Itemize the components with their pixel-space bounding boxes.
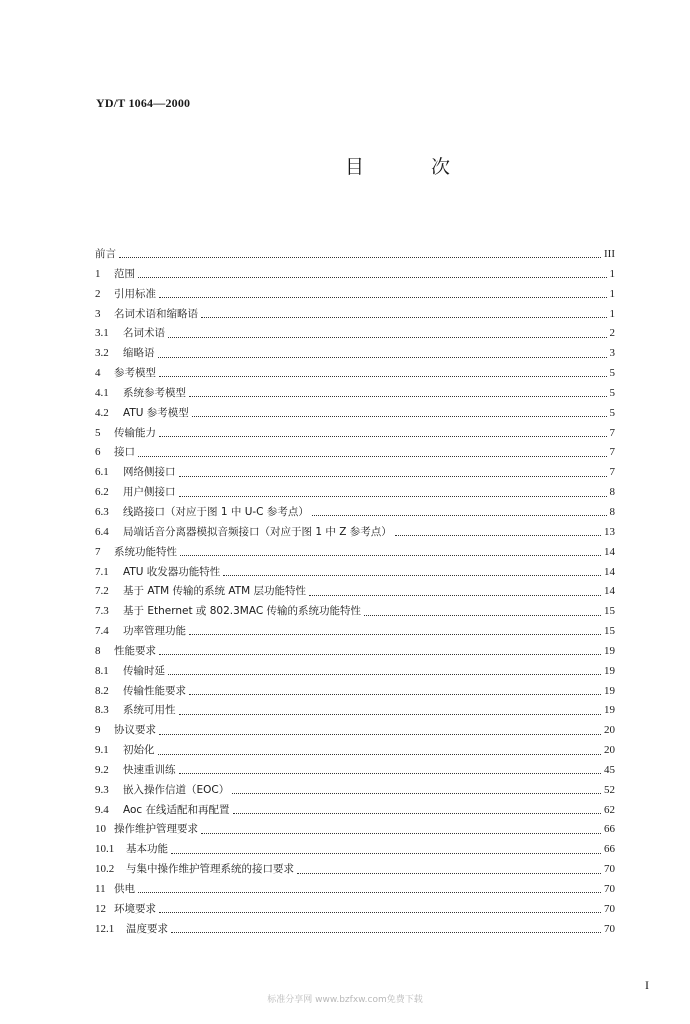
toc-entry[interactable] — [95, 801, 615, 821]
toc-entry-title: 与集中操作维护管理系统的接口要求 — [126, 863, 294, 876]
toc-entry[interactable] — [95, 285, 615, 305]
toc-leader-dots — [158, 754, 602, 755]
toc-entry[interactable] — [95, 463, 615, 483]
toc-leader-dots — [171, 853, 601, 854]
toc-entry[interactable] — [95, 543, 615, 563]
toc-entry-title: 传输能力 — [114, 426, 156, 439]
toc-entry-title: 操作维护管理要求 — [114, 823, 198, 836]
toc-entry[interactable] — [95, 344, 615, 364]
toc-entry[interactable] — [95, 701, 615, 721]
toc-entry-title: 网络侧接口 — [123, 466, 176, 479]
toc-entry-page: 70 — [604, 883, 615, 895]
document-code: YD/T 1064—2000 — [96, 96, 191, 110]
toc-entry-title: 功率管理功能 — [123, 625, 186, 638]
toc-leader-dots — [189, 634, 601, 635]
toc-entry-title: 线路接口（对应于图 1 中 U-C 参考点） — [123, 505, 309, 518]
toc-entry-number: 5 — [95, 426, 101, 439]
toc-entry-title: 基于 Ethernet 或 802.3MAC 传输的系统功能特性 — [123, 605, 362, 618]
toc-heading-char-1: 目 — [345, 156, 365, 178]
toc-entry[interactable] — [95, 443, 615, 463]
toc-leader-dots — [395, 535, 601, 536]
toc-entry-page: 3 — [609, 347, 615, 360]
toc-leader-dots — [159, 654, 601, 655]
toc-leader-dots — [138, 277, 607, 278]
toc-heading — [345, 152, 450, 179]
toc-entry-page: 7 — [609, 466, 615, 479]
toc-entry-page: 66 — [604, 843, 615, 856]
toc-entry-title: 基于 ATM 传输的系统 ATM 层功能特性 — [123, 585, 307, 598]
toc-entry-page: 1 — [609, 267, 615, 280]
toc-leader-dots — [158, 357, 607, 358]
toc-entry-number: 12.1 — [95, 922, 115, 935]
toc-entry-page: 70 — [604, 863, 615, 876]
toc-entry-title: ATU 收发器功能特性 — [123, 565, 221, 578]
toc-entry-number: 8.2 — [95, 684, 109, 697]
toc-leader-dots — [179, 714, 602, 715]
toc-entry-page: 15 — [604, 625, 615, 638]
toc-entry[interactable] — [95, 364, 615, 384]
toc-entry-title: 系统参考模型 — [123, 386, 186, 399]
toc-entry[interactable] — [95, 860, 615, 880]
toc-entry-page: 14 — [604, 565, 615, 578]
toc-entry-number: 7.4 — [95, 625, 109, 638]
toc-entry[interactable] — [95, 900, 615, 920]
toc-entry-number: 10.1 — [95, 843, 115, 856]
toc-entry[interactable] — [95, 642, 615, 662]
toc-entry-number: 8.1 — [95, 664, 109, 677]
toc-entry-number: 4.2 — [95, 406, 109, 419]
toc-entry-number: 6.4 — [95, 525, 109, 538]
toc-entry-title: 性能要求 — [114, 644, 156, 657]
toc-leader-dots — [309, 595, 601, 596]
toc-entry-number: 4 — [95, 367, 101, 380]
toc-entry-page: 52 — [604, 783, 615, 796]
toc-entry-number: 6.2 — [95, 486, 109, 499]
toc-entry[interactable] — [95, 761, 615, 781]
toc-entry-title: 名词术语 — [123, 327, 165, 340]
toc-entry[interactable] — [95, 324, 615, 344]
toc-leader-dots — [201, 317, 607, 318]
toc-leader-dots — [312, 515, 607, 516]
toc-entry-number: 6 — [95, 446, 101, 459]
toc-entry-number: 9.4 — [95, 803, 109, 816]
toc-entry-title: 初始化 — [123, 744, 155, 757]
toc-entry-title: 名词术语和缩略语 — [114, 307, 198, 320]
toc-entry-title: 快速重训练 — [123, 763, 176, 776]
toc-entry-number: 9.1 — [95, 744, 109, 757]
toc-entry[interactable] — [95, 602, 615, 622]
toc-entry-page: 7 — [609, 446, 615, 459]
toc-entry-page: 5 — [609, 367, 615, 380]
toc-entry-page: III — [604, 248, 615, 260]
toc-entry-title: 协议要求 — [114, 724, 156, 737]
toc-entry-number: 12 — [95, 902, 106, 915]
toc-entry[interactable] — [95, 622, 615, 642]
toc-leader-dots — [171, 932, 601, 933]
toc-leader-dots — [192, 416, 607, 417]
toc-entry[interactable] — [95, 404, 615, 424]
toc-leader-dots — [233, 813, 601, 814]
toc-entry[interactable] — [95, 424, 615, 444]
toc-entry-title: 范围 — [114, 267, 135, 280]
toc-entry-page: 5 — [609, 386, 615, 399]
toc-entry-number: 10 — [95, 823, 106, 836]
toc-leader-dots — [180, 555, 601, 556]
toc-entry-number: 8.3 — [95, 704, 109, 717]
toc-entry-page: 5 — [609, 406, 615, 419]
toc-entry[interactable] — [95, 523, 615, 543]
toc-heading-char-2: 次 — [430, 156, 450, 178]
toc-leader-dots — [159, 734, 601, 735]
toc-entry-number: 9.3 — [95, 783, 109, 796]
toc-leader-dots — [138, 456, 607, 457]
toc-entry-page: 45 — [604, 763, 615, 776]
toc-entry-title: 温度要求 — [126, 922, 168, 935]
toc-leader-dots — [159, 912, 601, 913]
toc-entry[interactable] — [95, 305, 615, 325]
toc-entry-title: 嵌入操作信道（EOC） — [123, 783, 230, 796]
toc-leader-dots — [223, 575, 601, 576]
toc-entry-number: 9.2 — [95, 763, 109, 776]
toc-entry-number: 7 — [95, 545, 101, 558]
toc-entry-page: 2 — [609, 327, 615, 340]
toc-entry-number: 3 — [95, 307, 101, 320]
toc-entry-page: 20 — [604, 724, 615, 737]
toc-entry[interactable] — [95, 682, 615, 702]
toc-entry-title: 缩略语 — [123, 347, 155, 360]
toc-entry-number: 11 — [95, 883, 106, 895]
toc-entry-page: 20 — [604, 744, 615, 757]
toc-entry[interactable] — [95, 563, 615, 583]
toc-entry-title: 环境要求 — [114, 902, 156, 915]
toc-entry-page: 1 — [609, 307, 615, 320]
toc-entry-page: 70 — [604, 902, 615, 915]
toc-entry-page: 19 — [604, 644, 615, 657]
toc-entry-title: Aoc 在线适配和再配置 — [123, 803, 230, 816]
toc-entry-number: 2 — [95, 287, 101, 300]
toc-entry-number: 10.2 — [95, 863, 115, 876]
toc-leader-dots — [189, 396, 607, 397]
toc-entry[interactable] — [95, 503, 615, 523]
toc-entry-number: 6.3 — [95, 505, 109, 518]
toc-entry[interactable] — [95, 840, 615, 860]
toc-leader-dots — [297, 873, 601, 874]
toc-leader-dots — [119, 257, 601, 258]
toc-entry-title: ATU 参考模型 — [123, 406, 189, 419]
toc-leader-dots — [159, 436, 607, 437]
toc-entry-page: 14 — [604, 545, 615, 558]
toc-entry-title: 传输性能要求 — [123, 684, 186, 697]
toc-entry-page: 19 — [604, 684, 615, 697]
toc-entry-number: 1 — [95, 267, 101, 280]
toc-entry-page: 8 — [609, 486, 615, 499]
toc-leader-dots — [179, 496, 607, 497]
toc-entry-number: 8 — [95, 644, 101, 657]
toc-entry-page: 15 — [604, 605, 615, 618]
toc-leader-dots — [189, 694, 601, 695]
toc-entry[interactable] — [95, 741, 615, 761]
toc-entry-number: 6.1 — [95, 466, 109, 479]
toc-entry-title: 局端话音分离器模拟音频接口（对应于图 1 中 Z 参考点） — [123, 525, 392, 538]
toc-entry[interactable] — [95, 384, 615, 404]
toc-entry-title: 用户侧接口 — [123, 486, 176, 499]
toc-entry-page: 19 — [604, 664, 615, 677]
toc-entry-title: 引用标准 — [114, 287, 156, 300]
toc-entry[interactable] — [95, 920, 615, 940]
toc-entry[interactable] — [95, 662, 615, 682]
toc-entry-number: 7.1 — [95, 565, 109, 578]
toc-entry-title: 接口 — [114, 446, 135, 459]
table-of-contents — [95, 245, 615, 940]
toc-entry[interactable] — [95, 880, 615, 900]
toc-entry-page: 62 — [604, 803, 615, 816]
toc-entry-page: 66 — [604, 823, 615, 836]
toc-entry-title: 前言 — [95, 248, 116, 260]
watermark-text: 标准分享网 www.bzfxw.com免费下载 — [267, 995, 423, 1005]
toc-leader-dots — [168, 337, 607, 338]
toc-entry-title: 传输时延 — [123, 664, 165, 677]
toc-entry-page: 8 — [609, 505, 615, 518]
toc-entry-number: 3.1 — [95, 327, 109, 340]
toc-entry-number: 7.2 — [95, 585, 109, 598]
toc-leader-dots — [159, 376, 607, 377]
toc-entry[interactable] — [95, 582, 615, 602]
toc-leader-dots — [201, 833, 601, 834]
toc-entry[interactable] — [95, 483, 615, 503]
toc-leader-dots — [179, 476, 607, 477]
toc-entry[interactable] — [95, 721, 615, 741]
toc-entry-title: 参考模型 — [114, 367, 156, 380]
toc-leader-dots — [364, 615, 601, 616]
toc-entry-page: 13 — [604, 525, 615, 538]
toc-entry[interactable] — [95, 820, 615, 840]
toc-leader-dots — [179, 773, 602, 774]
toc-entry-page: 7 — [609, 426, 615, 439]
page-number: I — [645, 978, 649, 992]
toc-entry-number: 4.1 — [95, 386, 109, 399]
toc-entry-title: 供电 — [114, 883, 135, 895]
toc-entry[interactable] — [95, 245, 615, 265]
toc-entry-page: 19 — [604, 704, 615, 717]
toc-entry[interactable] — [95, 781, 615, 801]
toc-entry-number: 7.3 — [95, 605, 109, 618]
toc-entry-page: 1 — [609, 287, 615, 300]
toc-entry-page: 70 — [604, 922, 615, 935]
toc-entry-number: 3.2 — [95, 347, 109, 360]
toc-entry-title: 基本功能 — [126, 843, 168, 856]
toc-entry-page: 14 — [604, 585, 615, 598]
toc-leader-dots — [138, 892, 601, 893]
toc-entry-title: 系统可用性 — [123, 704, 176, 717]
toc-leader-dots — [168, 674, 601, 675]
toc-leader-dots — [159, 297, 607, 298]
toc-entry-title: 系统功能特性 — [114, 545, 177, 558]
toc-entry-number: 9 — [95, 724, 101, 737]
toc-leader-dots — [232, 793, 601, 794]
toc-entry[interactable] — [95, 265, 615, 285]
